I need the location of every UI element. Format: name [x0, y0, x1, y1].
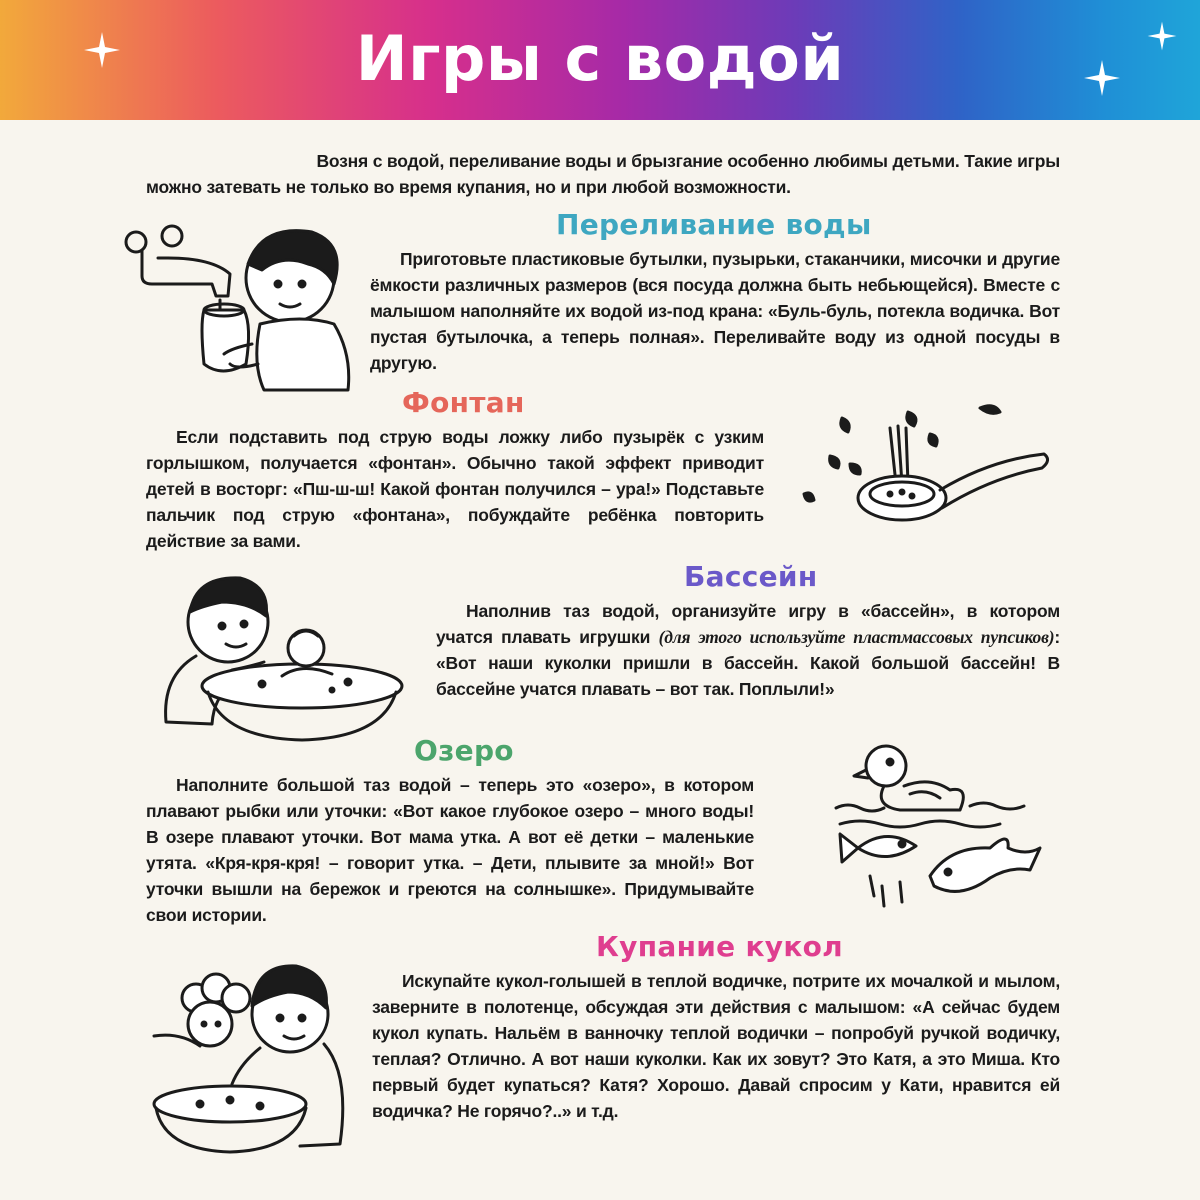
section-text-pool — [436, 598, 1060, 702]
section-title-fountain: Фонтан — [402, 386, 525, 419]
child-pool-illustration — [152, 566, 412, 746]
duck-fish-illustration — [830, 736, 1050, 916]
section-title-pool: Бассейн — [684, 560, 818, 593]
pool-text-end: : «Вот наши куколки пришли в бассейн. Какой большой бассейн! В бассейне учатся плавать – вот так. Поплыли!» — [436, 627, 1060, 699]
pool-text: Наполнив таз водой, организуйте игру в «бассейн», в котором учатся плавать игрушки — [436, 601, 1060, 647]
section-text-fountain — [146, 424, 764, 554]
intro-text — [146, 148, 1060, 200]
fountain-text: Если подставить под струю воды ложку либо пузырёк с узким горлышком, получается «фонтан». Обычно такой эффект приводит детей в восторг: «Пш-ш-ш! Какой фонтан получился – ура!» Подставьте пальчик под струю «фонтана», побуждайте ребёнка повторить действие за вами. — [146, 427, 764, 551]
sparkle-icon — [1082, 58, 1122, 98]
child-tap-illustration — [112, 214, 362, 394]
lake-text: Наполните большой таз водой – теперь это «озеро», в котором плавают рыбки или уточки: «Вот какое глубокое озеро – много воды! В озере плавают уточки. Вот мама утка. А вот её детки – маленькие утята. «Кря-кря-кря! – говорит утка. – Дети, плывите за мной!» Вот уточки вышли на бережок и греются на солнышке». Придумывайте свои истории. — [146, 775, 754, 925]
pouring-text: Приготовьте пластиковые бутылки, пузырьки, стаканчики, мисочки и другие ёмкости различных размеров (вся посуда должна быть небьющейся). Вместе с малышом наполняйте их водой из-под крана: «Буль-буль, потекла водичка. Вот пустая бутылочка, а теперь полная». Переливайте воду из одной посуды в другую. — [370, 249, 1060, 373]
page-title: Игры с водой — [355, 22, 845, 95]
section-title-lake: Озеро — [414, 734, 514, 767]
header-banner — [0, 0, 1200, 120]
pool-text-italic: (для этого используйте пластмассовых пупсиков) — [658, 627, 1055, 647]
intro-line: можно затевать не только во время купания, но и при любой возможности. — [146, 177, 791, 197]
dolls-text: Искупайте кукол-голышей в теплой водичке, потрите их мочалкой и мылом, заверните в полотенце, обсуждая эти действия с малышом: «А сейчас будем кукол купать. Нальём в ванночку теплой водички – попробуй ручкой водичку, теплая? Отлично. А вот наши куколки. Как их зовут? Это Катя, а это Миша. Кто первый будет купаться? Катя? Хорошо. Давай спросим у Кати, нравится ей водичка? Не горячо?..» и т.д. — [372, 971, 1060, 1121]
intro-line: Возня с водой, переливание воды и брызгание особенно любимы детьми. Такие игры — [316, 151, 1060, 171]
spoon-fountain-illustration — [790, 398, 1060, 548]
section-text-pouring — [370, 246, 1060, 376]
sparkle-icon — [1146, 20, 1178, 52]
section-title-dolls: Купание кукол — [596, 930, 843, 963]
section-title-pouring: Переливание воды — [556, 208, 872, 241]
section-text-lake — [146, 772, 754, 928]
section-text-dolls — [372, 968, 1060, 1124]
child-dolls-illustration — [140, 944, 360, 1164]
sparkle-icon — [82, 30, 122, 70]
